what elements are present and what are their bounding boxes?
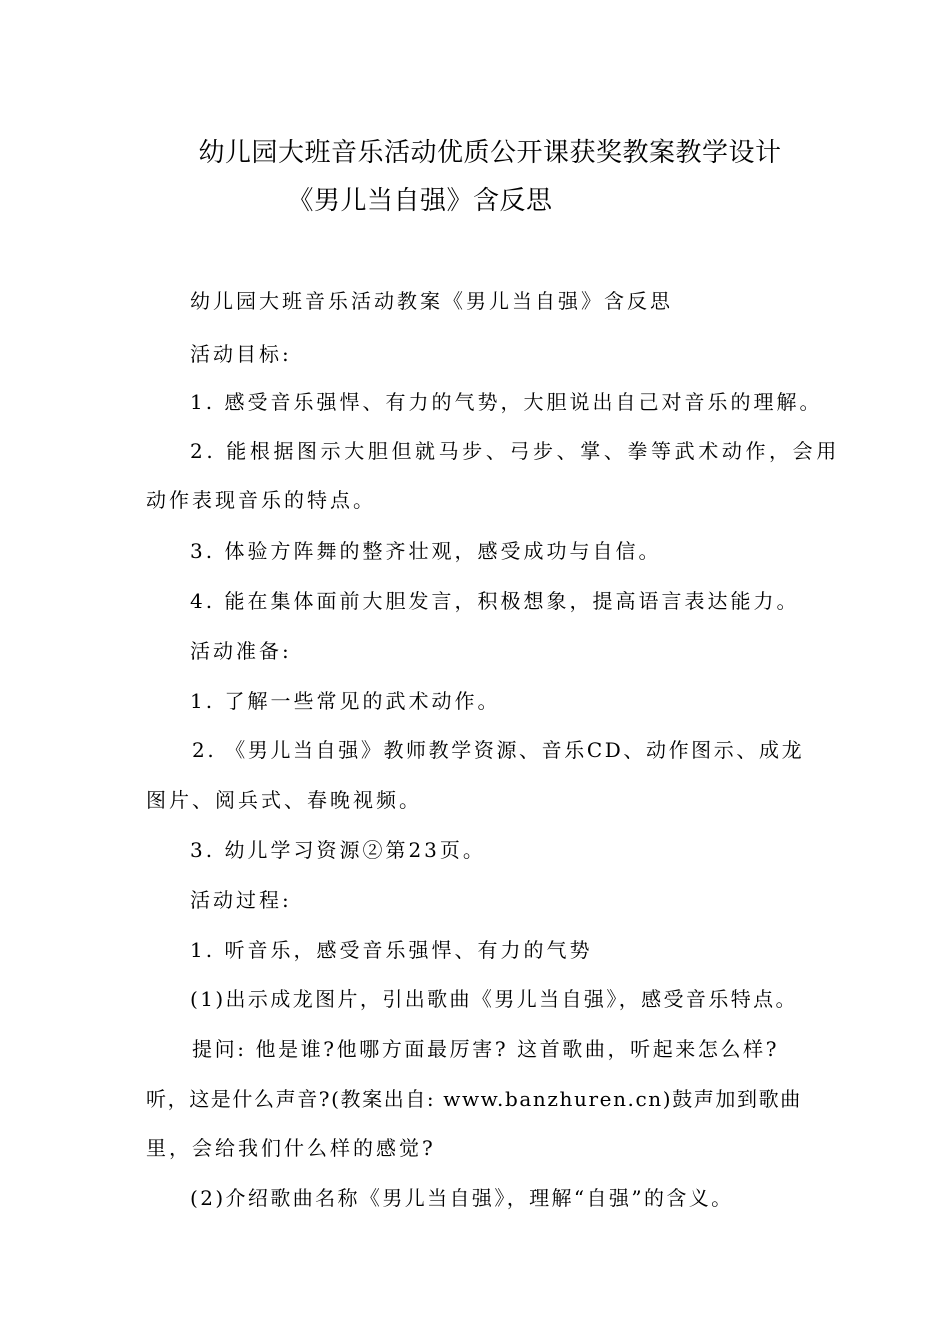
goal-item-1: 1. 感受音乐强悍、有力的气势，大胆说出自己对音乐的理解。 — [190, 390, 823, 414]
goal-item-2-cont: 动作表现音乐的特点。 — [146, 488, 376, 512]
process-question-cont-2: 里，会给我们什么样的感觉? — [146, 1136, 436, 1160]
prep-item-1: 1. 了解一些常见的武术动作。 — [190, 689, 501, 713]
section-heading-goals: 活动目标: — [190, 342, 292, 366]
document-title-line-1: 幼儿园大班音乐活动优质公开课获奖教案教学设计 — [198, 138, 782, 168]
section-heading-process: 活动过程: — [190, 888, 292, 912]
goal-item-3: 3. 体验方阵舞的整齐壮观，感受成功与自信。 — [190, 539, 662, 563]
goal-item-2: 2. 能根据图示大胆但就马步、弓步、掌、拳等武术动作，会用 — [190, 439, 840, 463]
process-question-cont: 听，这是什么声音?(教案出自: www.banzhuren.cn)鼓声加到歌曲 — [146, 1087, 802, 1111]
section-heading-preparation: 活动准备: — [190, 639, 292, 663]
process-step-1-2: (2)介绍歌曲名称《男儿当自强》，理解“自强”的含义。 — [190, 1186, 734, 1210]
process-step-1-1: (1)出示成龙图片，引出歌曲《男儿当自强》，感受音乐特点。 — [190, 987, 798, 1011]
prep-item-2-cont: 图片、阅兵式、春晚视频。 — [146, 788, 422, 812]
process-step-1: 1. 听音乐，感受音乐强悍、有力的气势 — [190, 938, 593, 962]
document-title-line-2: 《男儿当自强》含反思 — [287, 186, 553, 216]
process-question: 提问: 他是谁?他哪方面最厉害? 这首歌曲，听起来怎么样? — [192, 1037, 780, 1061]
body-line-subtitle: 幼儿园大班音乐活动教案《男儿当自强》含反思 — [190, 289, 673, 313]
goal-item-4: 4. 能在集体面前大胆发言，积极想象，提高语言表达能力。 — [190, 589, 800, 613]
prep-item-2: 2. 《男儿当自强》教师教学资源、音乐CD、动作图示、成龙 — [192, 738, 805, 762]
prep-item-3: 3. 幼儿学习资源②第23页。 — [190, 838, 486, 862]
